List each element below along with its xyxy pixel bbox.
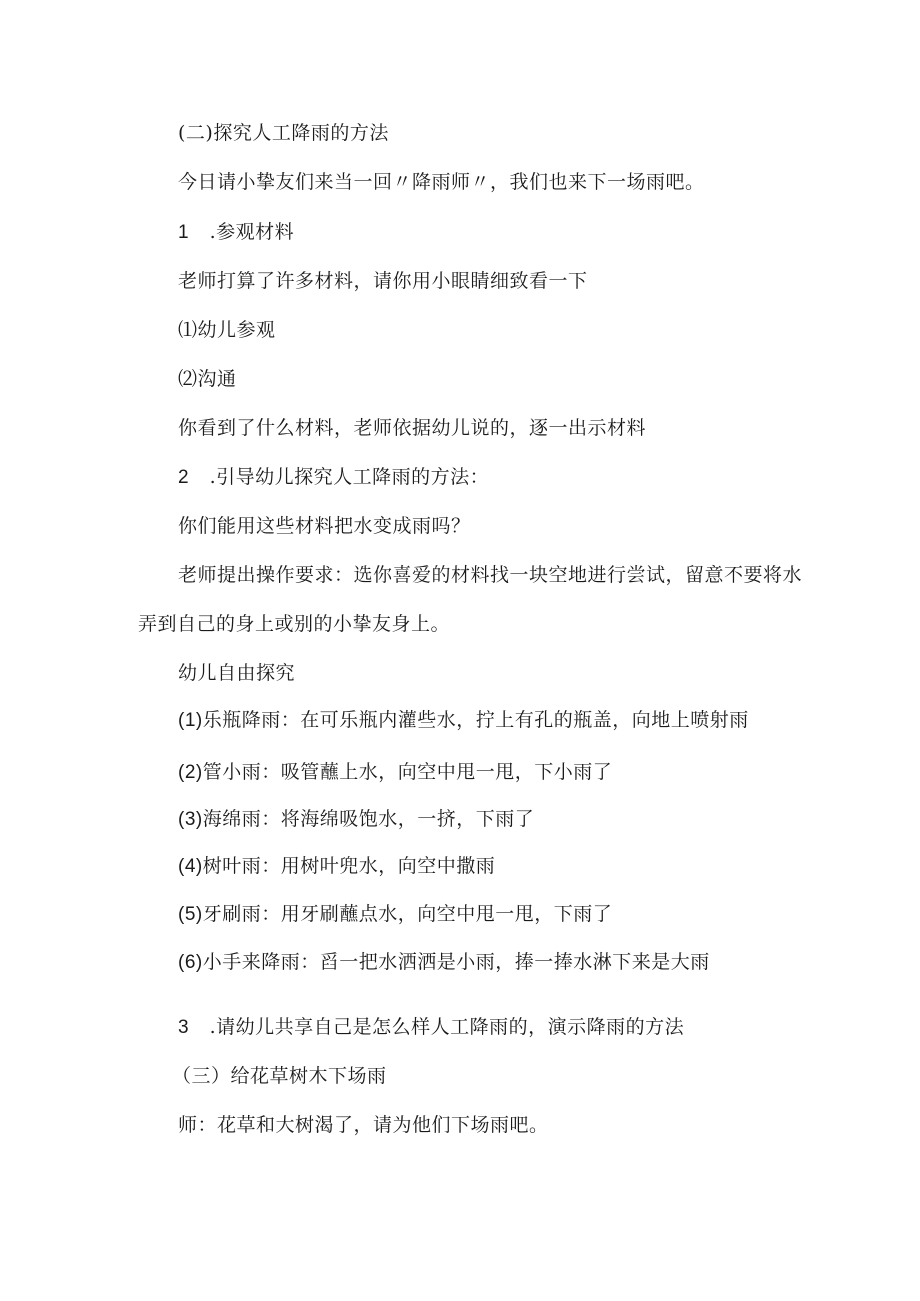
- method-item: [178, 950, 710, 975]
- step-3-number: 3: [178, 1017, 190, 1038]
- step-1-title: .参观材料: [209, 221, 295, 243]
- method-number: (5): [178, 904, 203, 925]
- requirement-line-1: 老师提出操作要求：选你喜爱的材料找一块空地进行尝试，留意不要将水: [178, 564, 803, 586]
- method-item: [178, 902, 612, 927]
- step-1-sub-2: ⑵沟通: [178, 368, 237, 390]
- method-number: (2): [178, 762, 203, 783]
- step-2-title: .引导幼儿探究人工降雨的方法：: [209, 466, 490, 488]
- method-item: [178, 708, 749, 733]
- section-2-heading: (二)探究人工降雨的方法: [178, 122, 389, 144]
- section-3-heading: （三）给花草树木下场雨: [172, 1065, 387, 1087]
- question-text: 你们能用这些材料把水变成雨吗？: [178, 515, 471, 537]
- method-item: [178, 854, 495, 879]
- method-text: 小手来降雨：舀一把水洒洒是小雨，捧一捧水淋下来是大雨: [202, 951, 710, 973]
- step-1-text: 老师打算了许多材料，请你用小眼睛细致看一下: [178, 270, 588, 292]
- requirement-line-2: 弄到自己的身上或别的小挚友身上。: [138, 613, 451, 635]
- step-2-number: 2: [178, 467, 190, 488]
- method-text: 管小雨：吸管蘸上水，向空中甩一甩，下小雨了: [202, 761, 613, 783]
- method-number: (3): [178, 809, 203, 830]
- method-text: 牙刷雨：用牙刷蘸点水，向空中甩一甩，下雨了: [202, 903, 613, 925]
- step-2-heading: [178, 465, 489, 490]
- step-1-heading: [178, 220, 294, 245]
- step-1-text-2: 你看到了什么材料，老师依据幼儿说的，逐一出示材料: [178, 417, 647, 439]
- method-text: 海绵雨：将海绵吸饱水，一挤，下雨了: [202, 808, 535, 830]
- method-text: 树叶雨：用树叶兜水，向空中撒雨: [202, 855, 496, 877]
- step-1-number: 1: [178, 222, 190, 243]
- teacher-line: 师：花草和大树渴了，请为他们下场雨吧。: [178, 1114, 549, 1136]
- step-3-heading: [178, 1015, 684, 1040]
- method-number: (1): [178, 710, 203, 731]
- method-text: 乐瓶降雨：在可乐瓶内灌些水，拧上有孔的瓶盖，向地上喷射雨: [202, 709, 749, 731]
- step-3-title: .请幼儿共享自己是怎么样人工降雨的，演示降雨的方法: [209, 1016, 685, 1038]
- free-explore-text: 幼儿自由探究: [178, 662, 296, 684]
- step-1-sub-1: ⑴幼儿参观: [178, 319, 276, 341]
- method-item: [178, 760, 612, 785]
- intro-paragraph: 今日请小挚友们来当一回〃降雨师〃，我们也来下一场雨吧。: [178, 171, 705, 193]
- method-number: (4): [178, 856, 203, 877]
- method-number: (6): [178, 952, 203, 973]
- method-item: [178, 807, 534, 832]
